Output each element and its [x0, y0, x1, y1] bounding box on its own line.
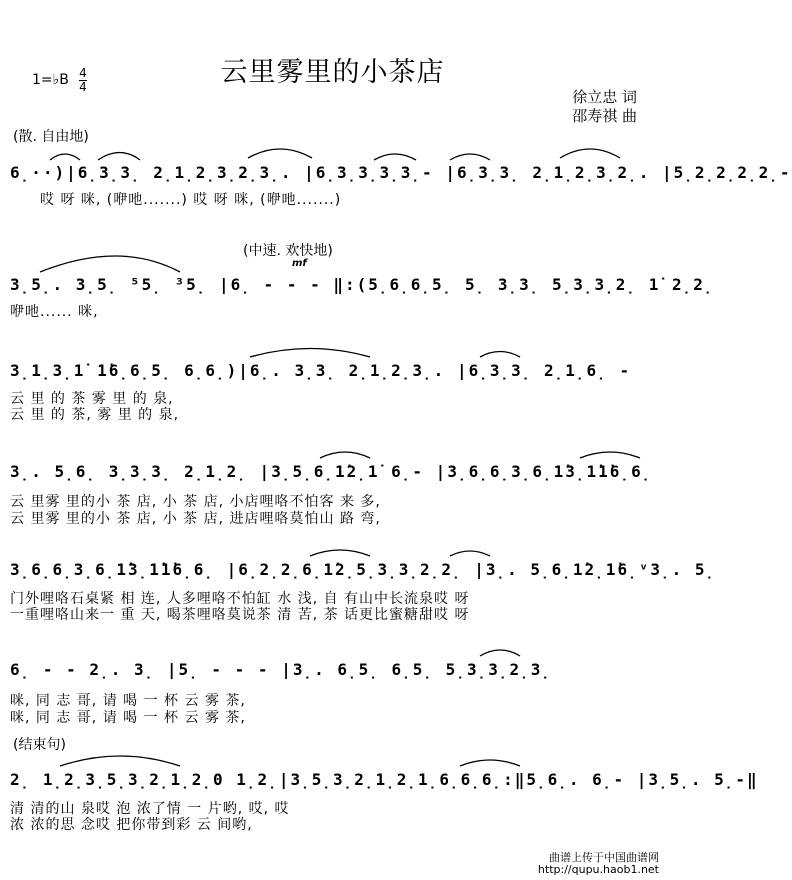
lyric-line-6b: 咪, 同 志 哥, 请 喝 一 杯 云 雾 茶, — [10, 710, 246, 726]
slur — [560, 149, 620, 158]
key-signature: 1=♭B — [32, 72, 69, 88]
slur — [60, 756, 180, 766]
slur — [450, 154, 490, 160]
time-signature-bottom: 4 — [79, 80, 87, 94]
notation-line-2: 3̣5̣. 3̣5̣ ⁵5̣ ³5̣ |6̣ - - - ‖:(5̣6̣6̣5̣ 5̣ 3̣3̣ 5̣3̣3̣2̣ 1̇ 2̣2̣ — [10, 275, 715, 294]
slur — [248, 149, 312, 158]
dynamic-marking: mf — [292, 258, 307, 269]
slur — [310, 550, 370, 556]
tempo-intro: (散. 自由地) — [13, 129, 89, 145]
footer-line-1: 曲谱上传于中国曲谱网 — [549, 851, 659, 864]
slur — [50, 154, 80, 160]
slur — [450, 551, 490, 556]
notation-line-1: 6̣··)|6̣3̣3̣ 2̣1̣2̣3̣2̣3̣. |6̣3̣3̣3̣3̣- |6̣3̣3̣ 2̣1̣2̣3̣2̣. |5̣2̣2̣2̣2̣- — [10, 163, 792, 182]
tempo-ending: (结束句) — [13, 737, 66, 753]
lyric-line-7a: 清 清的山 泉哎 泡 浓了情 一 片哟, 哎, 哎 — [10, 801, 290, 817]
lyric-line-4b: 云 里雾 里的小 茶 店, 小 茶 店, 进店哩咯莫怕山 路 弯, — [10, 511, 381, 527]
footer-url: http://qupu.haob1.net — [537, 863, 659, 876]
slur — [250, 349, 370, 358]
lyric-line-2: 咿吔...... 咪, — [10, 304, 99, 320]
notation-line-4: 3̣. 5̣6̣ 3̣3̣3̣ 2̣1̣2̣ |3̣5̣6̣1̇2̣1̇ 6̣- |3̣6̣6̣3̣6̣1̇3̣1̇1̇6̣6̣ — [10, 462, 653, 481]
time-signature-top: 4 — [79, 66, 87, 80]
notation-line-7: 2̣ 1̣2̣3̣5̣3̣2̣1̣2̣0 1̣2̣|3̣5̣3̣2̣1̣2̣1̣6̣6̣6̣:‖5̣6̣. 6̣- |3̣5̣. 5̣-‖ — [10, 770, 759, 789]
tempo-main: (中速. 欢快地) — [243, 243, 333, 259]
lyric-line-4a: 云 里雾 里的小 茶 店, 小 茶 店, 小店哩咯不怕客 来 多, — [10, 494, 381, 510]
notation-line-6: 6̣ - - 2̣. 3̣ |5̣ - - - |3̣. 6̣5̣ 6̣5̣ 5̣3̣3̣2̣3̣ — [10, 660, 553, 679]
slur — [460, 760, 520, 766]
lyric-line-3b: 云 里 的 茶, 雾 里 的 泉, — [10, 407, 180, 423]
lyric-line-6a: 咪, 同 志 哥, 请 喝 一 杯 云 雾 茶, — [10, 693, 246, 709]
notation-line-5: 3̣6̣6̣3̣6̣1̇3̣1̇1̇6̣6̣ |6̣2̣2̣6̣1̇2̣5̣3̣3̣2̣2̣ |3̣. 5̣6̣1̇2̣1̇6̣ᵛ3̣. 5̣ — [10, 560, 717, 579]
slur — [580, 452, 640, 458]
lyric-line-5a: 门外哩咯石桌紧 相 连, 人多哩咯不怕缸 水 浅, 自 有山中长流泉哎 呀 — [10, 591, 470, 607]
slur — [98, 153, 140, 161]
lyric-line-3a: 云 里 的 茶 雾 里 的 泉, — [10, 391, 174, 407]
slur — [40, 256, 180, 272]
slur — [374, 154, 416, 160]
lyric-line-1: 哎 呀 咪, (咿吔.......) 哎 呀 咪, (咿吔.......) — [40, 192, 342, 208]
slur — [480, 352, 520, 358]
slur — [480, 650, 520, 656]
composer-credit: 邵寿祺 曲 — [572, 107, 637, 125]
slur — [320, 452, 370, 458]
song-title: 云里雾里的小茶店 — [220, 57, 445, 88]
site-footer — [538, 852, 659, 876]
notation-line-3: 3̣1̣3̣1̇ 1̇6̣6̣5̣ 6̣6̣)|6̣. 3̣3̣ 2̣1̣2̣3̣. |6̣3̣3̣ 2̣1̣6̣ - — [10, 361, 632, 380]
lyric-line-5b: 一重哩咯山来一 重 天, 喝茶哩咯莫说茶 清 苦, 茶 话更比蜜糖甜哎 呀 — [10, 607, 470, 623]
lyricist-credit: 徐立忠 词 — [572, 88, 637, 106]
lyric-line-7b: 浓 浓的思 念哎 把你带到彩 云 间哟, — [10, 817, 253, 833]
